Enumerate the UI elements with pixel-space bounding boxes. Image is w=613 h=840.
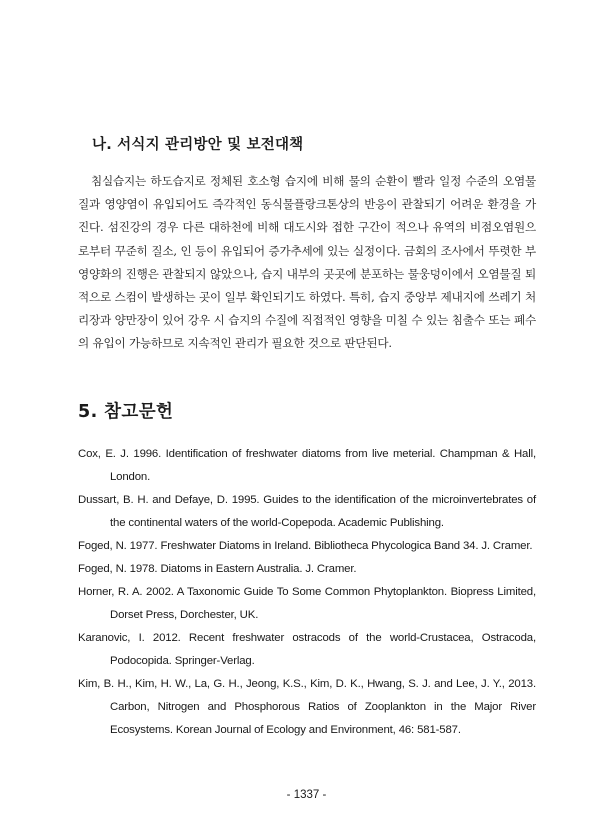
- reference-item: Foged, N. 1977. Freshwater Diatoms in Ireland. Bibliotheca Phycologica Band 34. J. Cramer.: [78, 540, 533, 552]
- reference-item: Horner, R. A. 2002. A Taxonomic Guide To Some Common Phytoplankton. Biopress Limited, Dorset Press, Dorchester, UK.: [78, 586, 536, 621]
- references-heading: 5. 참고문헌: [78, 402, 174, 422]
- reference-item: Dussart, B. H. and Defaye, D. 1995. Guides to the identification of the microinvertebrates of the continental waters of the world-Copepoda. Academic Publishing.: [78, 494, 536, 529]
- page-number: - 1337 -: [286, 789, 327, 801]
- reference-item: Karanovic, I. 2012. Recent freshwater ostracods of the world-Crustacea, Ostracoda, Podocopida. Springer-Verlag.: [78, 632, 536, 667]
- reference-item: Kim, B. H., Kim, H. W., La, G. H., Jeong, K.S., Kim, D. K., Hwang, S. J. and Lee, J. Y., 2013. Carbon, Nitrogen and Phosphorous Ratios of Zooplankton in the Major River Ecosystems. Korean Journal of Ecology and Environment, 46: 581-587.: [78, 678, 536, 736]
- reference-item: Foged, N. 1978. Diatoms in Eastern Australia. J. Cramer.: [78, 563, 357, 575]
- reference-item: Cox, E. J. 1996. Identification of freshwater diatoms from live meterial. Champman & Hall, London.: [78, 448, 536, 483]
- reference-list: [78, 443, 536, 742]
- section-heading: 나. 서식지 관리방안 및 보전대책: [92, 137, 304, 153]
- body-paragraph: 침실습지는 하도습지로 정체된 호소형 습지에 비해 물의 순환이 빨라 일정 수준의 오염물질과 영양염이 유입되어도 즉각적인 동식물플랑크톤상의 반응이 관찰되기 어려운 환경을 가진다. 섬진강의 경우 다른 대하천에 비해 대도시와 접한 구간이 적으나 유역의 비점오염원으로부터 꾸준히 질소, 인 등이 유입되어 증가추세에 있는 실정이다. 금회의 조사에서 뚜렷한 부영양화의 진행은 관찰되지 않았으나, 습지 내부의 곳곳에 분포하는 물웅덩이에서 오염물질 퇴적으로 스컴이 발생하는 곳이 일부 확인되기도 하였다. 특히, 습지 중앙부 제내지에 쓰레기 처리장과 양만장이 있어 강우 시 습지의 수질에 직접적인 영향을 미칠 수 있는 침출수 또는 폐수의 유입이 가능하므로 지속적인 관리가 필요한 것으로 판단된다.: [78, 174, 536, 351]
